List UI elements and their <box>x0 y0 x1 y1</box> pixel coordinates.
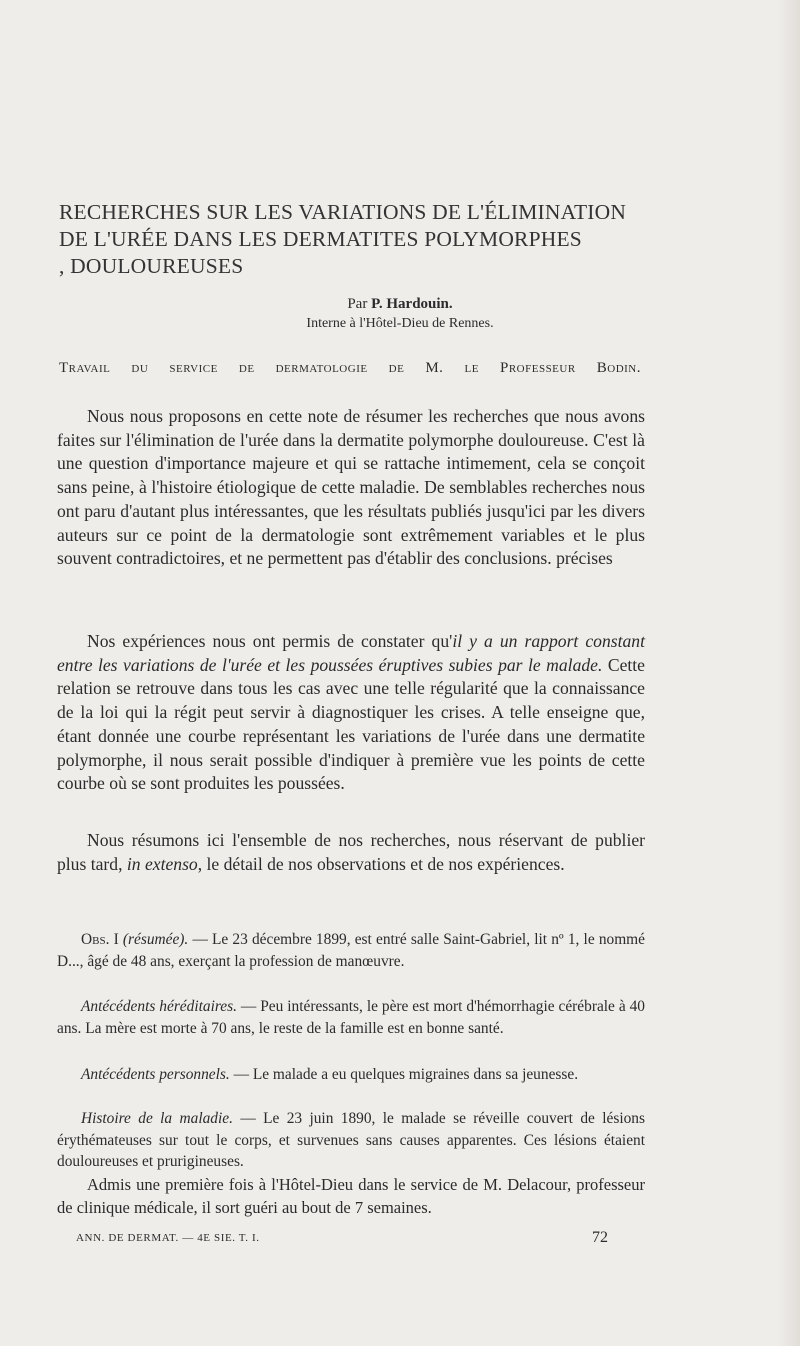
ante2-text: — Le malade a eu quelques migraines dans sa jeunesse. <box>229 1066 579 1083</box>
obs-resumee: (résumée). <box>122 931 189 948</box>
observation-intro-text <box>57 929 645 972</box>
title-line-3: , DOULOUREUSES <box>59 254 244 278</box>
journal-footer: ANN. DE DERMAT. — 4E SIE. T. I. <box>76 1232 260 1244</box>
page-edge-shadow <box>778 0 800 1346</box>
admission-paragraph <box>57 1173 645 1219</box>
ante2-label: Antécédents personnels. <box>81 1066 230 1083</box>
paragraph-1-text: Nous nous proposons en cette note de résumer les recherches que nous avons faites sur l'élimination de l'urée dans la dermatite polymorphe douloureuse. C'est là une question d'importance majeure et qui se rattache intimement, cela se conçoit sans peine, à l'histoire étiologique de cette maladie. De semblables recherches nous ont paru d'autant plus intéressantes, que les résultats publiés jusqu'ici par les divers auteurs sur ce point de la dermatologie sont extrêmement variables et le plus souvent contradictoires, et ne permettent pas d'établir des conclusions. précises <box>57 406 645 569</box>
author-name: P. Hardouin. <box>371 296 453 312</box>
histoire-maladie-text <box>57 1108 645 1173</box>
author-line <box>0 296 800 313</box>
antecedents-personnels-text <box>57 1064 645 1086</box>
paragraph-3-start: Nous résumons ici l'ensemble de nos recherches, nous réservant de publier plus tard, <box>57 830 645 874</box>
article-title <box>59 199 679 280</box>
ante1-text: — Peu intéressants, le père est mort d'hémorrhagie cérébrale à 40 ans. La mère est morte à 70 ans, le reste de la famille est en bonne santé. <box>57 998 645 1037</box>
paragraph-2-end: Cette relation se retrouve dans tous les cas avec une telle régularité que la connaissance de la loi qui la régit peut servir à diagnostiquer les crises. A telle enseigne que, étant donnée une courbe représentant les variations de l'urée dans une dermatite polymorphe, il nous serait possible d'indiquer à première vue les points de cette courbe où se sont produites les poussées. <box>57 654 645 794</box>
paragraph-2-text <box>57 630 645 796</box>
paragraph-1 <box>57 405 645 571</box>
obs-label: Obs. I <box>81 931 119 948</box>
service-line: Travail du service de dermatologie de M. le Professeur Bodin. <box>59 360 641 376</box>
paragraph-2 <box>57 630 645 796</box>
antecedents-hereditaires-text <box>57 996 645 1039</box>
paragraph-3-italic: in extenso <box>126 853 198 874</box>
admission-text: Admis une première fois à l'Hôtel-Dieu dans le service de M. Delacour, professeur de clinique médicale, il sort guéri au bout de 7 semaines. <box>57 1175 645 1217</box>
paragraph-3 <box>57 829 645 876</box>
observation-intro <box>57 929 645 972</box>
author-prefix: Par <box>347 296 368 312</box>
hist-label: Histoire de la maladie. <box>81 1110 233 1127</box>
ante1-label: Antécédents héréditaires. <box>81 998 237 1015</box>
page-number: 72 <box>592 1229 608 1246</box>
paragraph-3-text <box>57 829 645 876</box>
antecedents-hereditaires <box>57 996 645 1039</box>
title-line-1: RECHERCHES SUR LES VARIATIONS DE L'ÉLIMINATION <box>59 200 627 224</box>
title-line-2: DE L'URÉE DANS LES DERMATITES POLYMORPHES <box>59 227 582 251</box>
antecedents-personnels <box>57 1064 645 1086</box>
hist-text: — Le 23 juin 1890, le malade se réveille couvert de lésions érythémateuses sur tout le corps, et survenues sans causes apparentes. Ces lésions étaient douloureuses et prurigineuses. <box>57 1110 645 1171</box>
histoire-maladie <box>57 1108 645 1173</box>
paragraph-2-italic: il y a un rapport constant entre les variations de l'urée et les poussées éruptives subies par le malade. <box>57 631 645 675</box>
paragraph-2-start: Nos expériences nous ont permis de constater qu' <box>87 631 453 651</box>
paragraph-3-end: , le détail de nos observations et de nos expériences. <box>197 853 565 874</box>
obs-text: — Le 23 décembre 1899, est entré salle Saint-Gabriel, lit nº 1, le nommé D..., âgé de 48 ans, exerçant la profession de manœuvre. <box>57 931 645 970</box>
author-affiliation: Interne à l'Hôtel-Dieu de Rennes. <box>306 316 494 331</box>
